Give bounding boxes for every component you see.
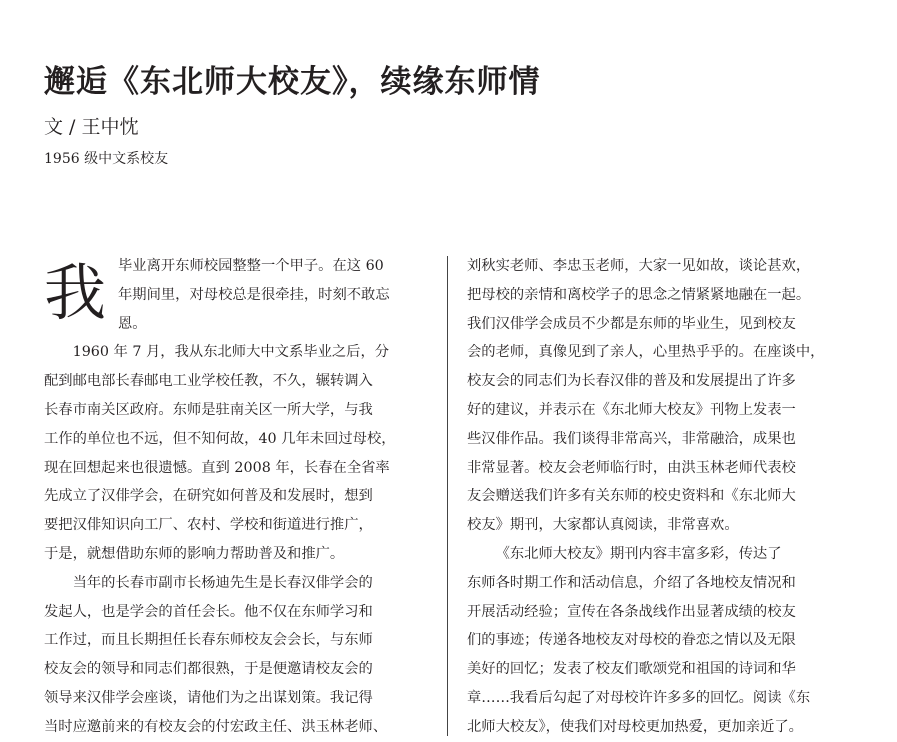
text-line: 先成立了汉俳学会，在研究如何普及和发展时，想到 bbox=[44, 488, 373, 505]
text-line: 刘秋实老师、李忠玉老师，大家一见如故，谈论甚欢， bbox=[467, 258, 811, 274]
text-line: 校友》期刊，大家都认真阅读，非常喜欢。 bbox=[467, 517, 739, 534]
text-line: 开展活动经验；宣传在各条战线作出显著成绩的校友 bbox=[467, 603, 796, 620]
text-line: 友会赠送我们许多有关东师的校史资料和《东北师大 bbox=[467, 488, 796, 505]
text-line: 1960 年 7 月，我从东北师大中文系毕业之后，分 bbox=[72, 344, 390, 361]
text-line: 领导来汉俳学会座谈，请他们为之出谋划策。我记得 bbox=[44, 689, 373, 706]
text-line: 非常显著。校友会老师临行时，由洪玉林老师代表校 bbox=[467, 459, 796, 476]
text-line: 长春市南关区政府。东师是驻南关区一所大学，与我 bbox=[44, 401, 373, 418]
text-line: 当时应邀前来的有校友会的付宏政主任、洪玉林老师、 bbox=[44, 718, 388, 735]
text-line: 校友会的同志们为长春汉俳的普及和发展提出了许多 bbox=[467, 373, 796, 390]
author-affiliation: 1956 级中文系校友 bbox=[44, 151, 169, 167]
text-line: 把母校的亲情和离校学子的思念之情紧紧地融在一起。 bbox=[467, 286, 811, 303]
text-line: 现在回想起来也很遗憾。直到 2008 年，长春在全省率 bbox=[44, 459, 390, 476]
text-line: 们的事迹；传递各地校友对母校的眷恋之情以及无限 bbox=[467, 632, 796, 649]
text-line: 工作过，而且长期担任长春东师校友会会长，与东师 bbox=[44, 632, 373, 649]
author-byline: 文 / 王中忱 bbox=[44, 116, 139, 138]
column-right bbox=[467, 252, 857, 742]
article-title: 邂逅《东北师大校友》，续缘东师情 bbox=[44, 64, 541, 100]
text-line: 北师大校友》，使我们对母校更加热爱，更加亲近了。 bbox=[467, 718, 803, 735]
column-left bbox=[44, 252, 431, 742]
text-line: 美好的回忆；发表了校友们歌颂党和祖国的诗词和华 bbox=[467, 661, 796, 678]
text-line: 当年的长春市副市长杨迪先生是长春汉俳学会的 bbox=[72, 574, 373, 591]
text-line: 毕业离开东师校园整整一个甲子。在这 60 bbox=[118, 258, 384, 274]
text-line: 好的建议，并表示在《东北师大校友》刊物上发表一 bbox=[467, 401, 796, 418]
text-line: 《东北师大校友》期刊内容丰富多彩，传达了 bbox=[495, 545, 782, 562]
text-line: 我们汉俳学会成员不少都是东师的毕业生，见到校友 bbox=[467, 315, 796, 332]
text-line: 配到邮电部长春邮电工业学校任教，不久，辗转调入 bbox=[44, 373, 373, 390]
text-line: 会的老师，真像见到了亲人，心里热乎乎的。在座谈中， bbox=[467, 344, 825, 361]
text-line: 校友会的领导和同志们都很熟，于是便邀请校友会的 bbox=[44, 661, 373, 678]
text-line: 工作的单位也不远，但不知何故，40 几年未回过母校， bbox=[44, 430, 396, 447]
text-line: 东师各时期工作和活动信息，介绍了各地校友情况和 bbox=[467, 574, 796, 591]
text-line: 恩。 bbox=[118, 315, 147, 332]
column-divider bbox=[447, 256, 448, 736]
text-line: 章……我看后勾起了对母校许许多多的回忆。阅读《东 bbox=[467, 689, 811, 706]
text-line: 些汉俳作品。我们谈得非常高兴，非常融洽，成果也 bbox=[467, 430, 796, 447]
text-line: 发起人，也是学会的首任会长。他不仅在东师学习和 bbox=[44, 603, 373, 620]
text-line: 于是，就想借助东师的影响力帮助普及和推广。 bbox=[44, 545, 345, 562]
text-line: 年期间里，对母校总是很牵挂，时刻不敢忘 bbox=[118, 286, 390, 303]
text-line: 要把汉俳知识向工厂、农村、学校和街道进行推广， bbox=[44, 517, 373, 534]
drop-cap: 我 bbox=[44, 256, 107, 329]
